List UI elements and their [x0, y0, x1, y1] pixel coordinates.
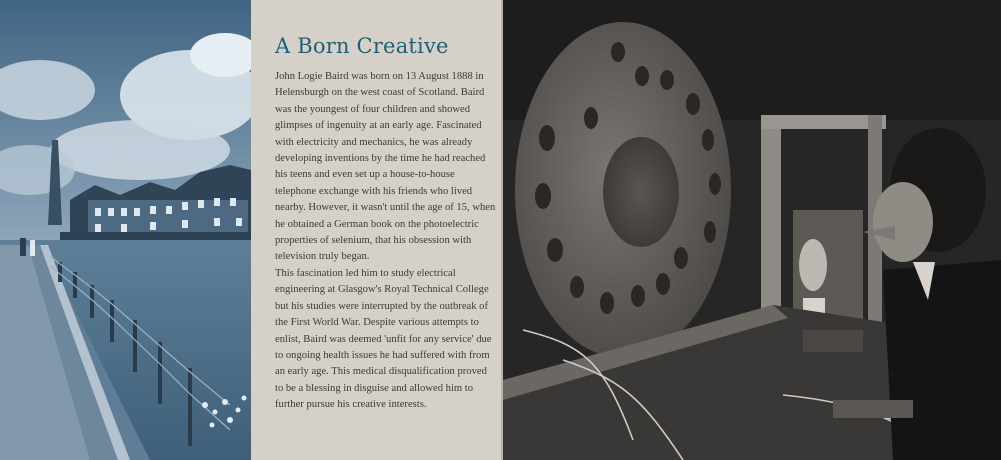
helensburgh-seafront-photo: [0, 0, 251, 460]
baird-illustration: [503, 0, 1001, 460]
article-paragraph-2: This fascination led him to study electrical engineering at Glasgow's Royal Technical College but his studies were interrupted by the outbreak of the First World War. Despite various attempts to enlist, Baird was deemed 'unfit for any service' due to ongoing health issues he had suffered with from an early age. This medical disqualification proved to be a blessing in disguise and allowed him to further pursue his creative interests.: [275, 268, 492, 411]
article-paragraph-1: John Logie Baird was born on 13 August 1888 in Helensburgh on the west coast of Scotland. Baird was the youngest of four children and showed glimpses of ingenuity at an early age. Fascinated with electricity and mechanics, he was already developing inventions by the time he had reached his teens and even set up a house-to-house telephone exchange with his friends who lived nearby. However, it wasn't until the age of 15, when he obtained a German book on the photoelectric properties of selenium, that his obsession with television truly began.: [275, 71, 496, 263]
baird-scanning-disc-photo: [503, 0, 1001, 460]
article-title: A Born Creative: [275, 34, 449, 58]
seafront-illustration: [0, 0, 251, 460]
